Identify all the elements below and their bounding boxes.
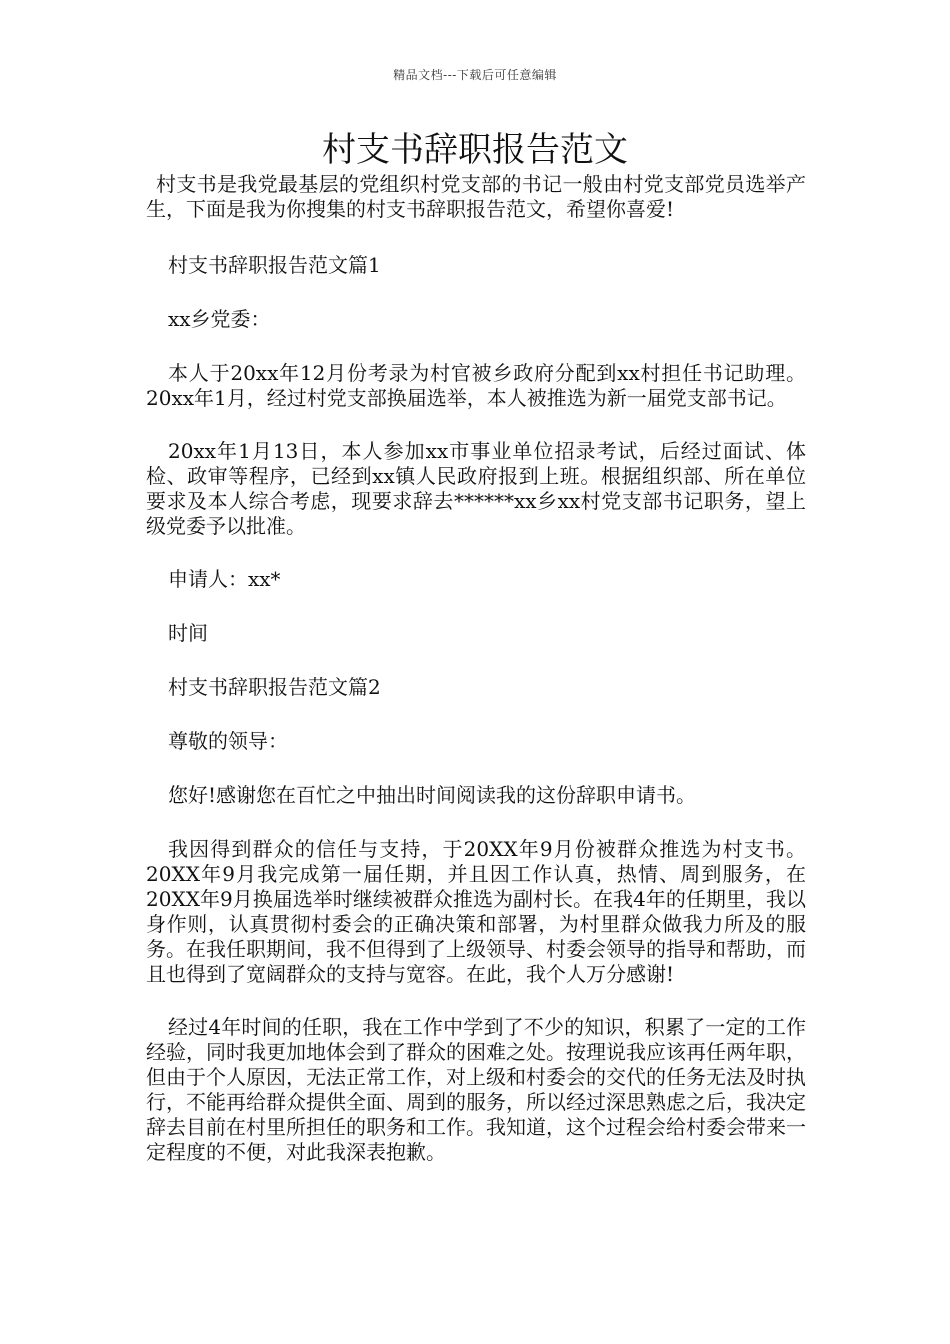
date-line: 时间 xyxy=(168,621,208,645)
document-title: 村支书辞职报告范文 xyxy=(322,130,628,170)
header-note: 精品文档---下载后可任意编辑 xyxy=(393,68,557,82)
section-heading-1: 村支书辞职报告范文篇1 xyxy=(168,253,381,277)
salutation-1: xx乡党委： xyxy=(168,307,271,331)
paragraph: 20xx年1月13日，本人参加xx市事业单位招录考试，后经过面试、体检、政审等程序，已经到xx镇人民政府报到上班。根据组织部、所在单位要求及本人综合考虑，现要求辞去******xx乡xx村党支部书记职务，望上级党委予以批准。 xyxy=(146,439,806,538)
paragraph: 本人于20xx年12月份考录为村官被乡政府分配到xx村担任书记助理。20xx年1月，经过村党支部换届选举，本人被推选为新一届党支部书记。 xyxy=(146,361,806,410)
section-heading-2: 村支书辞职报告范文篇2 xyxy=(168,675,381,699)
paragraph: 经过4年时间的任职，我在工作中学到了不少的知识，积累了一定的工作经验，同时我更加地体会到了群众的困难之处。按理说我应该再任两年职，但由于个人原因，无法正常工作，对上级和村委会的交代的任务无法及时执行，不能再给群众提供全面、周到的服务，所以经过深思熟虑之后，我决定辞去目前在村里所担任的职务和工作。我知道，这个过程会给村委会带来一定程度的不便，对此我深表抱歉。 xyxy=(146,1015,806,1164)
applicant-line: 申请人：xx* xyxy=(168,567,281,591)
salutation-2: 尊敬的领导： xyxy=(168,729,288,753)
greeting-paragraph: 您好!感谢您在百忙之中抽出时间阅读我的这份辞职申请书。 xyxy=(168,783,697,807)
document-body xyxy=(146,172,806,1193)
intro-paragraph: 村支书是我党最基层的党组织村党支部的书记一般由村党支部党员选举产生，下面是我为你搜集的村支书辞职报告范文，希望你喜爱! xyxy=(146,172,806,221)
paragraph: 我因得到群众的信任与支持，于20XX年9月份被群众推选为村支书。20XX年9月我完成第一届任期，并且因工作认真，热情、周到服务，在20XX年9月换届选举时继续被群众推选为副村长。在我4年的任期里，我以身作则，认真贯彻村委会的正确决策和部署，为村里群众做我力所及的服务。在我任职期间，我不但得到了上级领导、村委会领导的指导和帮助，而且也得到了宽阔群众的支持与宽容。在此，我个人万分感谢! xyxy=(146,837,806,986)
